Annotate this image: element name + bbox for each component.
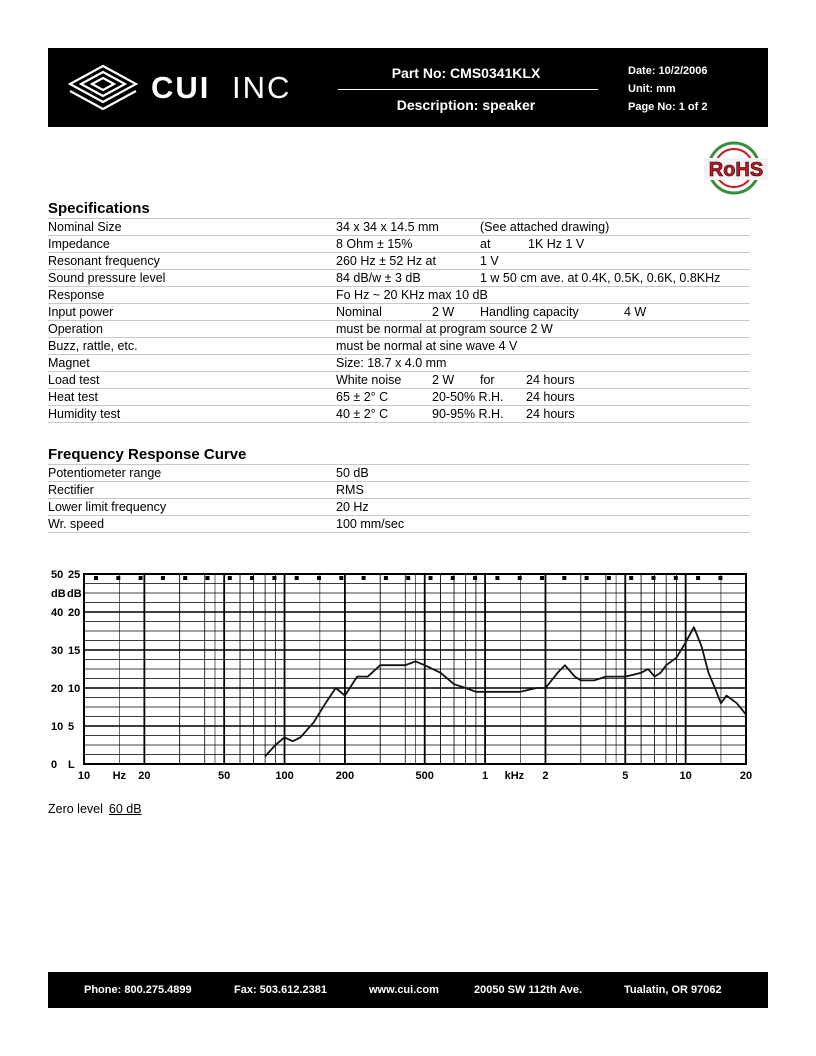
- chart-top-tick: [495, 576, 499, 580]
- chart-top-tick: [250, 576, 254, 580]
- y-tick-label-left: 0: [51, 759, 58, 771]
- x-tick-label: Hz: [112, 770, 127, 782]
- frequency-setting-row: [48, 464, 750, 481]
- y-tick-label-left: 30: [51, 645, 64, 657]
- document-unit: Unit: mm: [628, 83, 676, 95]
- footer-website[interactable]: www.cui.com: [369, 984, 439, 996]
- y-tick-label-left: 20: [51, 683, 64, 695]
- specifications-table: [48, 218, 750, 423]
- spec-row: [48, 337, 750, 354]
- setting-value: 20 Hz: [336, 500, 369, 514]
- y-tick-label-left: 50: [51, 569, 64, 581]
- chart-top-tick: [116, 576, 120, 580]
- zero-level-value: 60 dB: [108, 802, 142, 816]
- y-tick-label-right: 20: [68, 607, 81, 619]
- y-tick-label-right: L: [68, 759, 75, 771]
- chart-top-tick: [228, 576, 232, 580]
- document-header: [48, 48, 768, 127]
- setting-value: 100 mm/sec: [336, 517, 405, 531]
- spec-row: [48, 303, 750, 320]
- frequency-response-title: Frequency Response Curve: [48, 446, 247, 463]
- chart-top-tick: [451, 576, 455, 580]
- spec-row: [48, 218, 750, 235]
- chart-top-tick: [518, 576, 522, 580]
- rohs-logo-icon: [700, 140, 772, 196]
- zero-level: [48, 802, 142, 816]
- x-tick-label: 1: [482, 770, 489, 782]
- spec-value: White noise: [336, 373, 402, 387]
- y-tick-label-left: 10: [51, 721, 64, 733]
- spec-value: Handling capacity: [480, 305, 579, 319]
- spec-value: 24 hours: [526, 407, 575, 421]
- spec-row: [48, 388, 750, 405]
- spec-value: 8 Ohm ± 15%: [336, 237, 413, 251]
- spec-row: [48, 354, 750, 371]
- y-tick-label-left: 40: [51, 607, 64, 619]
- spec-value: Nominal: [336, 305, 382, 319]
- chart-top-tick: [473, 576, 477, 580]
- spec-value: 20-50% R.H.: [432, 390, 504, 404]
- spec-label: Heat test: [48, 390, 99, 404]
- setting-value: 50 dB: [336, 466, 369, 480]
- x-tick-label: 10: [679, 770, 692, 782]
- spec-value: Size: 18.7 x 4.0 mm: [336, 356, 447, 370]
- chart-top-tick: [295, 576, 299, 580]
- chart-top-tick: [362, 576, 366, 580]
- spec-value: for: [480, 373, 495, 387]
- spec-value: 24 hours: [526, 373, 575, 387]
- spec-value: must be normal at sine wave 4 V: [336, 339, 518, 353]
- spec-value: 84 dB/w ± 3 dB: [336, 271, 421, 285]
- spec-value: 1K Hz 1 V: [528, 237, 585, 251]
- spec-label: Resonant frequency: [48, 254, 160, 268]
- logo-text-cui: CUI: [151, 70, 211, 105]
- specifications-title: Specifications: [48, 200, 150, 217]
- spec-value: 65 ± 2° C: [336, 390, 389, 404]
- spec-label: Nominal Size: [48, 220, 122, 234]
- chart-top-tick: [429, 576, 433, 580]
- spec-row: [48, 371, 750, 388]
- chart-top-tick: [384, 576, 388, 580]
- spec-value: (See attached drawing): [480, 220, 610, 234]
- frequency-setting-row: [48, 515, 750, 533]
- chart-top-tick: [652, 576, 656, 580]
- x-tick-label: 50: [218, 770, 231, 782]
- part-description: Description: speaker: [396, 97, 536, 113]
- setting-label: Potentiometer range: [48, 466, 162, 480]
- chart-top-tick: [696, 576, 700, 580]
- chart-top-tick: [317, 576, 321, 580]
- x-tick-label: 20: [138, 770, 151, 782]
- chart-top-tick: [540, 576, 544, 580]
- spec-value: 2 W: [432, 373, 455, 387]
- spec-label: Operation: [48, 322, 103, 336]
- spec-value: 260 Hz ± 52 Hz at: [336, 254, 436, 268]
- spec-value: 34 x 34 x 14.5 mm: [336, 220, 439, 234]
- spec-row: [48, 252, 750, 269]
- y-unit-label: dB: [51, 588, 66, 600]
- spec-label: Load test: [48, 373, 100, 387]
- x-tick-label: 10: [77, 770, 91, 782]
- spec-label: Impedance: [48, 237, 110, 251]
- spec-row: [48, 320, 750, 337]
- spec-label: Input power: [48, 305, 114, 319]
- spec-value: 1 w 50 cm ave. at 0.4K, 0.5K, 0.6K, 0.8KHz: [480, 271, 721, 285]
- part-number: Part No: CMS0341KLX: [391, 65, 541, 81]
- chart-top-tick: [674, 576, 678, 580]
- chart-top-tick: [183, 576, 187, 580]
- spec-value: 4 W: [624, 305, 647, 319]
- document-date: Date: 10/2/2006: [628, 65, 708, 77]
- setting-value: RMS: [336, 483, 364, 497]
- spec-label: Magnet: [48, 356, 90, 370]
- chart-top-tick: [718, 576, 722, 580]
- frequency-settings-table: [48, 464, 750, 533]
- chart-top-tick: [629, 576, 633, 580]
- spec-label: Humidity test: [48, 407, 121, 421]
- spec-value: 2 W: [432, 305, 455, 319]
- frequency-response-chart: [48, 566, 752, 784]
- chart-top-tick: [607, 576, 611, 580]
- chart-top-tick: [406, 576, 410, 580]
- spec-row: [48, 269, 750, 286]
- frequency-setting-row: [48, 498, 750, 515]
- spec-value: 24 hours: [526, 390, 575, 404]
- x-tick-label: 20: [739, 770, 752, 782]
- setting-label: Rectifier: [48, 483, 94, 497]
- chart-top-tick: [206, 576, 210, 580]
- chart-top-tick: [161, 576, 165, 580]
- spec-label: Response: [48, 288, 105, 302]
- spec-value: 40 ± 2° C: [336, 407, 389, 421]
- y-tick-label-right: 15: [68, 645, 81, 657]
- spec-value: at: [480, 237, 491, 251]
- x-tick-label: 2: [542, 770, 549, 782]
- chart-top-tick: [585, 576, 589, 580]
- document-footer: [48, 972, 768, 1008]
- frequency-setting-row: [48, 481, 750, 498]
- spec-row: [48, 235, 750, 252]
- x-tick-label: 100: [275, 770, 294, 782]
- chart-top-tick: [339, 576, 343, 580]
- page-number: Page No: 1 of 2: [628, 101, 708, 113]
- setting-label: Lower limit frequency: [48, 500, 167, 514]
- header-divider: [338, 89, 598, 90]
- frequency-response-line: [265, 627, 746, 756]
- x-tick-label: kHz: [504, 770, 525, 782]
- rohs-label: RoHS: [708, 159, 764, 181]
- spec-label: Buzz, rattle, etc.: [48, 339, 138, 353]
- spec-value: Fo Hz ~ 20 KHz max 10 dB: [336, 288, 488, 302]
- chart-top-tick: [94, 576, 98, 580]
- logo-text-inc: INC: [232, 70, 292, 105]
- spec-value: 90-95% R.H.: [432, 407, 504, 421]
- zero-level-label: Zero level: [48, 802, 103, 816]
- spec-row: [48, 286, 750, 303]
- footer-address: 20050 SW 112th Ave.: [474, 984, 583, 996]
- chart-top-tick: [562, 576, 566, 580]
- spec-label: Sound pressure level: [48, 271, 166, 285]
- chart-top-tick: [139, 576, 143, 580]
- y-unit-label: dB: [67, 588, 82, 600]
- cui-logo-icon: [66, 62, 140, 114]
- spec-value: 1 V: [480, 254, 499, 268]
- chart-top-tick: [272, 576, 276, 580]
- x-tick-label: 5: [622, 770, 629, 782]
- y-tick-label-right: 10: [68, 683, 81, 695]
- footer-phone: Phone: 800.275.4899: [84, 984, 192, 996]
- x-tick-label: 200: [335, 770, 355, 782]
- spec-row: [48, 405, 750, 423]
- y-tick-label-right: 5: [68, 721, 75, 733]
- footer-fax: Fax: 503.612.2381: [234, 984, 327, 996]
- setting-label: Wr. speed: [48, 517, 105, 531]
- footer-city: Tualatin, OR 97062: [624, 984, 722, 996]
- y-tick-label-right: 25: [68, 569, 81, 581]
- x-tick-label: 500: [415, 770, 434, 782]
- spec-value: must be normal at program source 2 W: [336, 322, 553, 336]
